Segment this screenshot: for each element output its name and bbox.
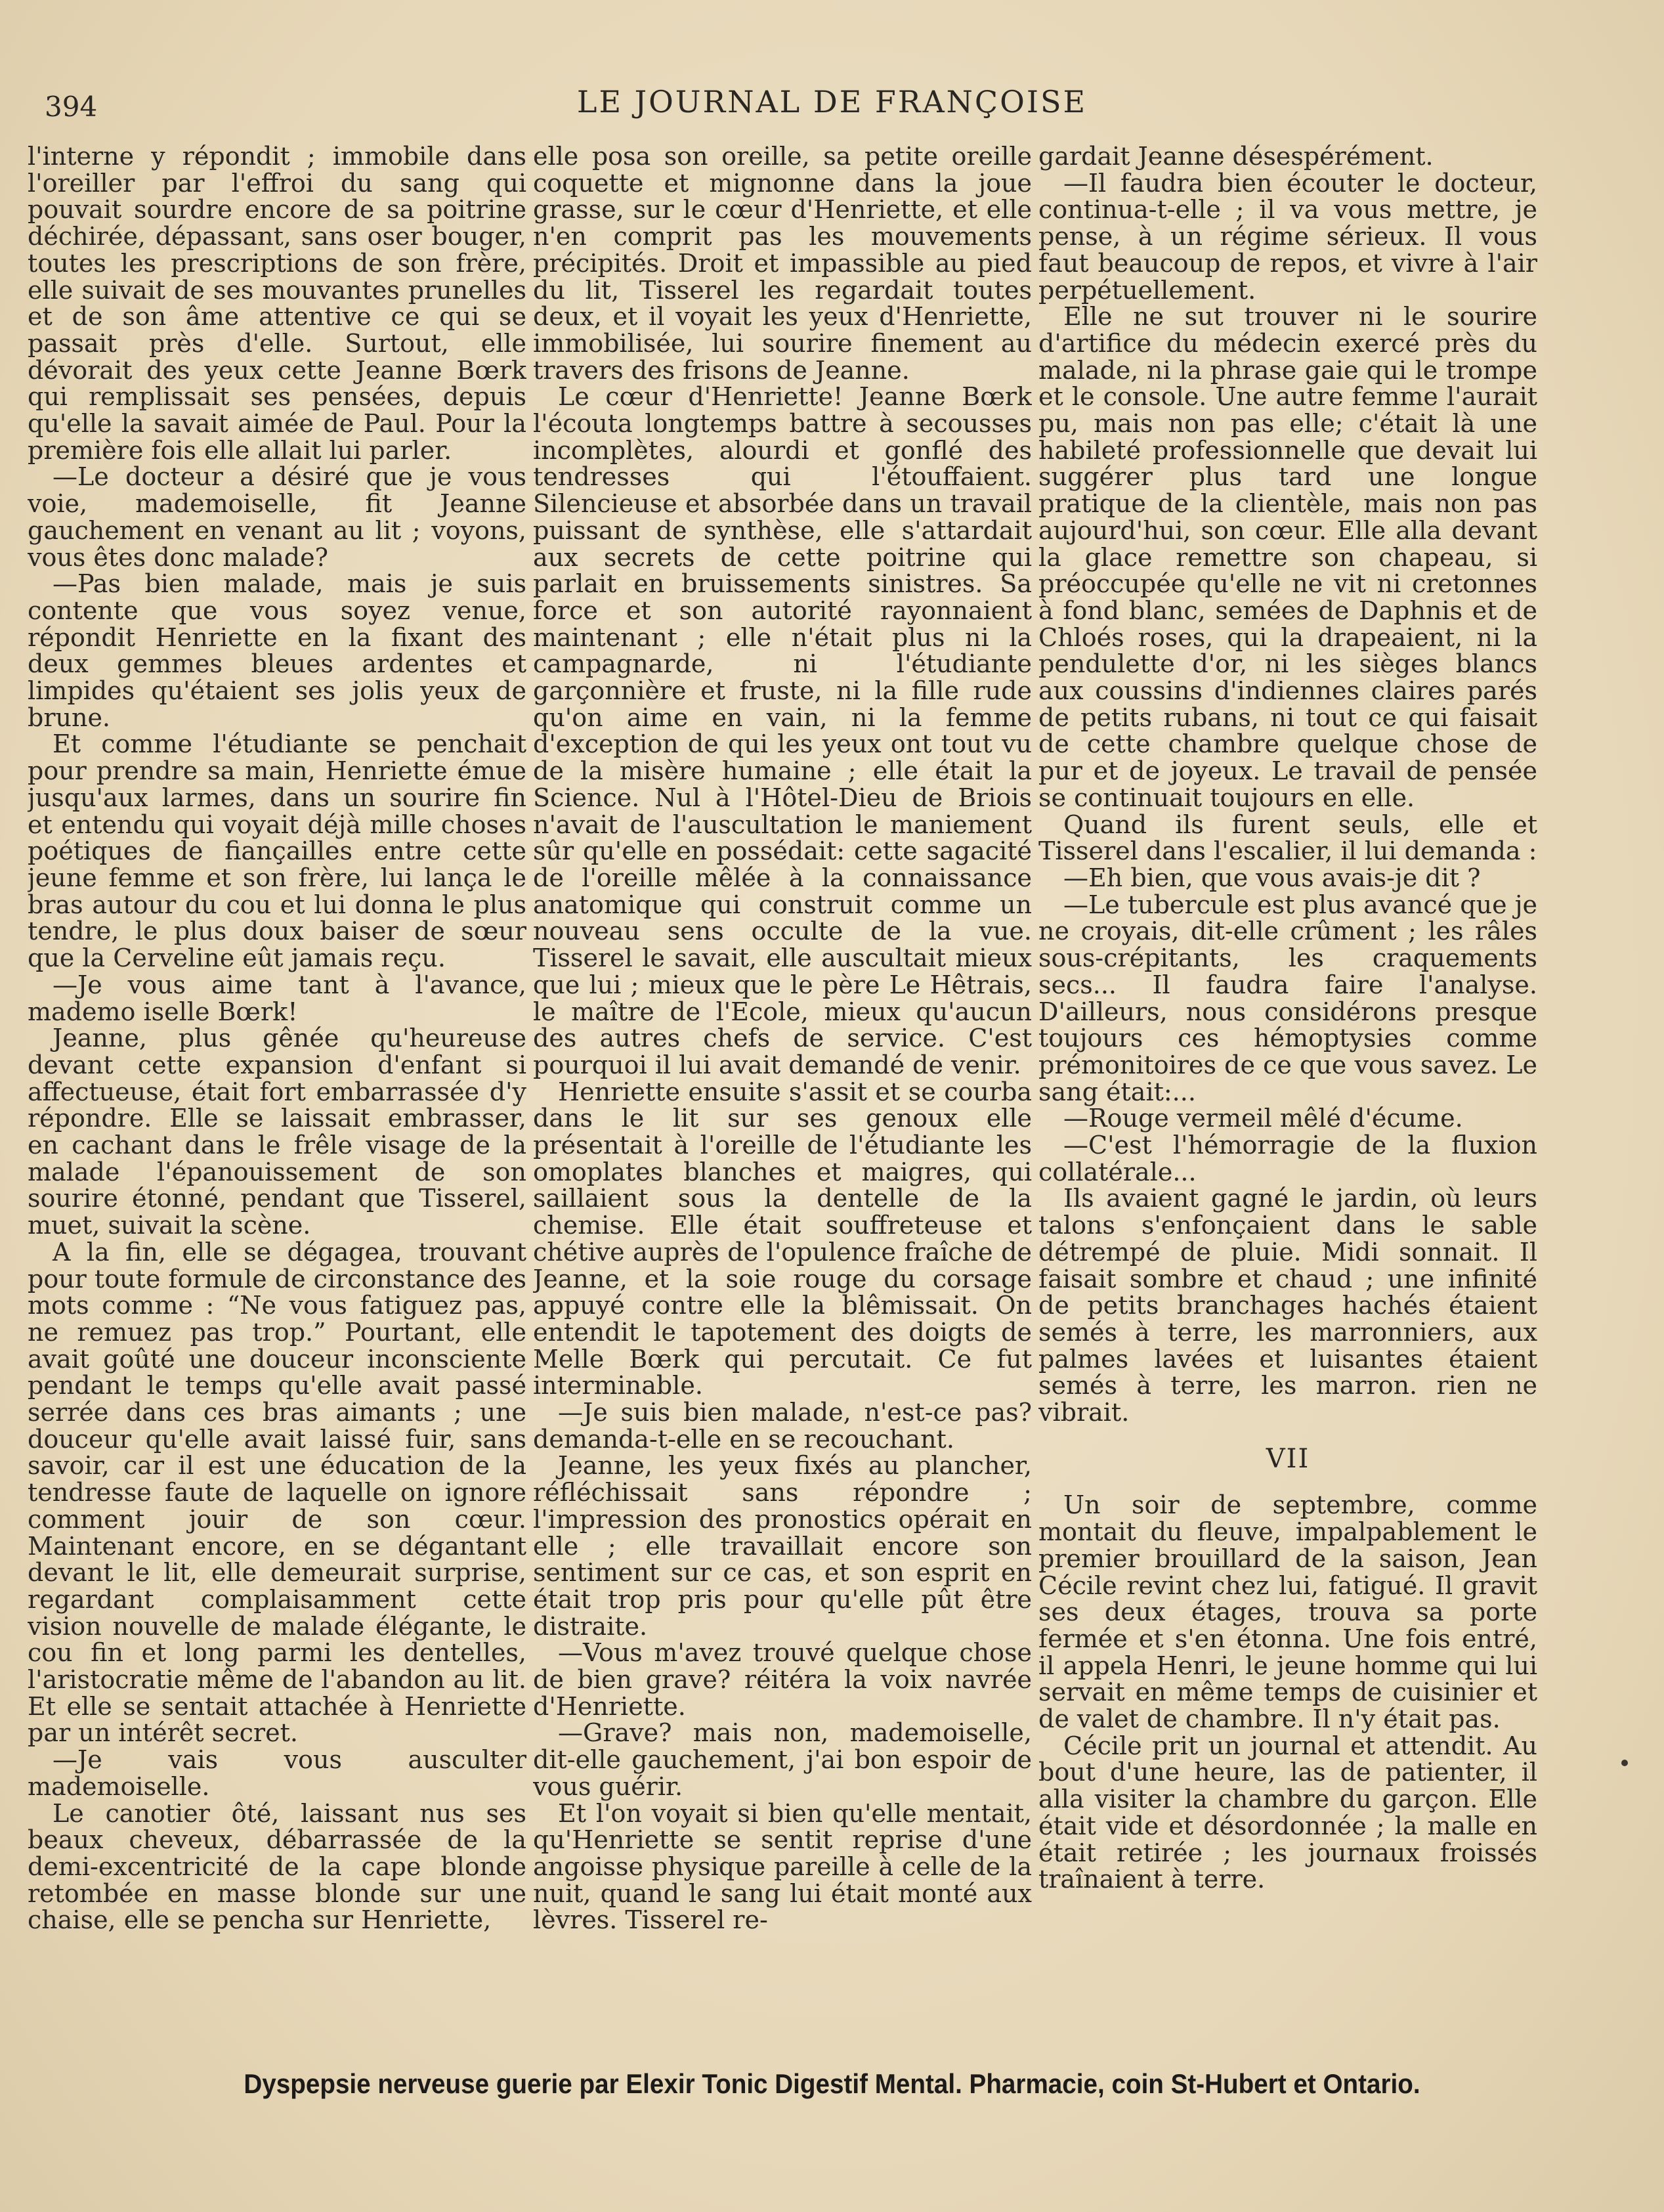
paragraph: —Grave? mais non, mademoiselle, dit-elle gauchement, j'ai bon espoir de vous guérir. xyxy=(533,1718,1032,1801)
paragraph: Elle ne sut trouver ni le sourire d'artifice du médecin exercé près du malade, ni la phrase gaie qui le trompe et le console. Une autre femme l'aurait pu, mais non pas elle; c'était là une habileté professionnelle que devait lui suggérer plus tard une longue pratique de la clientèle, mais non pas aujourd'hui, son cœur. Elle alla devant la glace remettre son chapeau, si préoccupée qu'elle ne vit ni cretonnes à fond blanc, semées de Daphnis et de Chloés roses, qui la drapeaient, ni la pendulette d'or, ni les sièges blancs aux coussins d'indiennes claires parés de petits rubans, ni tout ce qui faisait de cette chambre quelque chose de pur et de joyeux. Le travail de pensée se continuait toujours en elle. xyxy=(1038,302,1537,812)
paragraph: Un soir de septembre, comme montait du fleuve, impalpablement le premier brouillard de la saison, Jean Cécile revint chez lui, fatigué. Il gravit ses deux étages, trouva sa porte fermée et s'en étonna. Une fois entré, il appela Henri, le jeune homme qui lui servait en même temps de cuisinier et de valet de chambre. Il n'y était pas. xyxy=(1038,1490,1537,1734)
paragraph: Et comme l'étudiante se penchait pour prendre sa main, Henriette émue jusqu'aux larmes, dans un sourire fin et entendu qui voyait déjà mille choses poétiques de fiançailles entre cette jeune femme et son frère, lui lança le bras autour du cou et lui donna le plus tendre, le plus doux baiser de sœur que la Cerveline eût jamais reçu. xyxy=(28,729,526,973)
paragraph: Quand ils furent seuls, elle et Tisserel dans l'escalier, il lui demanda : xyxy=(1038,810,1537,866)
paragraph: gardait Jeanne désespérément. xyxy=(1038,143,1434,171)
paragraph: —Vous m'avez trouvé quelque chose de bien grave? réitéra la voix navrée d'Henriette. xyxy=(533,1638,1032,1721)
paragraph: —Pas bien malade, mais je suis contente que vous soyez venue, répondit Henriette en la fixant des deux gemmes bleues ardentes et limpides qu'étaient ses jolis yeux de brune. xyxy=(28,569,526,732)
paragraph: Jeanne, les yeux fixés au plancher, réfléchissait sans répondre ; l'impression des pronostics opérait en elle ; elle travaillait encore son sentiment sur ce cas, et son esprit en était trop pris pour qu'elle pût être distraite. xyxy=(533,1451,1032,1641)
paragraph: —Je vais vous ausculter mademoiselle. xyxy=(28,1745,526,1801)
paragraph: —Le tubercule est plus avancé que je ne croyais, dit-elle crûment ; les râles sous-crépitants, les craquements secs... Il faudra faire l'analyse. D'ailleurs, nous considérons presque toujours ces hémoptysies comme prémonitoires de ce que vous savez. Le sang était:... xyxy=(1038,890,1537,1106)
paragraph: —Il faudra bien écouter le docteur, continua-t-elle ; il va vous mettre, je pense, à un régime sérieux. Il vous faut beaucoup de repos, et vivre à l'air perpétuellement. xyxy=(1038,168,1537,305)
paragraph: —Rouge vermeil mêlé d'écume. xyxy=(1063,1104,1463,1133)
paragraph: Jeanne, plus gênée qu'heureuse devant cette expansion d'enfant si affectueuse, était fort embarrassée d'y répondre. Elle se laissait embrasser, en cachant dans le frêle visage de la malade l'épanouissement de son sourire étonné, pendant que Tisserel, muet, suivait la scène. xyxy=(28,1024,526,1240)
paragraph: A la fin, elle se dégagea, trouvant pour toute formule de circonstance des mots comme : “Ne vous fatiguez pas, ne remuez pas trop.” Pourtant, elle avait goûté une douceur inconsciente pendant le temps qu'elle avait passé serrée dans ces bras aimants ; une douceur qu'elle avait laissé fuir, sans savoir, car il est une éducation de la tendresse faute de laquelle on ignore comment jouir de son cœur. Maintenant encore, en se dégantant devant le lit, elle demeurait surprise, regardant complaisamment cette vision nouvelle de malade élégante, le cou fin et long parmi les dentelles, l'aristocratie même de l'abandon au lit. Et elle se sentait attachée à Henriette par un intérêt secret. xyxy=(28,1237,526,1748)
paragraph: —Eh bien, que vous avais-je dit ? xyxy=(1063,863,1481,892)
paragraph: Ils avaient gagné le jardin, où leurs talons s'enfonçaient dans le sable détrempé de pluie. Midi sonnait. Il faisait sombre et chaud ; une infinité de petits branchages hachés étaient semés à terre, les marronniers, aux palmes lavées et luisantes étaient semés à terre, les marron. rien ne vibrait. xyxy=(1038,1184,1537,1427)
paragraph: Le cœur d'Henriette! Jeanne Bœrk l'écouta longtemps battre à secousses incomplètes, alourdi et gonflé des tendresses qui l'étouffaient. Silencieuse et absorbée dans un travail puissant de synthèse, elle s'attardait aux secrets de cette poitrine qui parlait en bruissements sinistres. Sa force et son autorité rayonnaient maintenant ; elle n'était plus ni la campagnarde, ni l'étudiante garçonnière et fruste, ni la fille rude qu'on aime en vain, ni la femme d'exception de qui les yeux ont tout vu de la misère humaine ; elle était la Science. Nul à l'Hôtel-Dieu de Briois n'avait de l'auscultation le maniement sûr qu'elle en possédait: cette sagacité de l'oreille mêlée à la connaissance anatomique qui construit comme un nouveau sens occulte de la vue. Tisserel le savait, elle auscultait mieux que lui ; mieux que le père Le Hêtrais, le maître de l'Ecole, mieux qu'aucun des autres chefs de service. C'est pourquoi il lui avait demandé de venir. xyxy=(533,382,1032,1079)
paragraph: elle posa son oreille, sa petite oreille coquette et mignonne dans la joue grasse, sur le cœur d'Henriette, et elle n'en comprit pas les mouvements précipités. Droit et impassible au pied du lit, Tisserel les regardait toutes deux, et il voyait les yeux d'Henriette, immobilisée, lui sourire finement au travers des frisons de Jeanne. xyxy=(533,143,1032,385)
advertisement-line: Dyspepsie nerveuse guerie par Elexir Tonic Digestif Mental. Pharmacie, coin St-Hubert et Ontario. xyxy=(244,2068,1420,2099)
paragraph: Le canotier ôté, laissant nus ses beaux cheveux, débarrassée de la demi-excentricité de la cape blonde retombée en masse blonde sur une chaise, elle se pencha sur Henriette, xyxy=(28,1798,526,1935)
paragraph: l'interne y répondit ; immobile dans l'oreiller par l'effroi du sang qui pouvait sourdre encore de sa poitrine déchirée, dépassant, sans oser bouger, toutes les prescriptions de son frère, elle suivait de ses mouvantes prunelles et de son âme attentive ce qui se passait près d'elle. Surtout, elle dévorait des yeux cette Jeanne Bœrk qui remplissait ses pensées, depuis qu'elle la savait aimée de Paul. Pour la première fois elle allait lui parler. xyxy=(28,143,526,465)
column-3 xyxy=(1038,143,1537,2047)
paragraph: Et l'on voyait si bien qu'elle mentait, qu'Henriette se sentit reprise d'une angoisse physique pareille à celle de la nuit, quand le sang lui était monté aux lèvres. Tisserel re- xyxy=(533,1798,1032,1935)
column-2 xyxy=(533,143,1032,2047)
paragraph: —Je suis bien malade, n'est-ce pas? demanda-t-elle en se recouchant. xyxy=(533,1398,1032,1454)
column-1 xyxy=(28,143,526,2047)
margin-speck xyxy=(1621,1760,1628,1766)
paragraph: —Je vous aime tant à l'avance, mademo iselle Bœrk! xyxy=(28,970,526,1026)
paragraph: —Le docteur a désiré que je vous voie, mademoiselle, fit Jeanne gauchement en venant au lit ; voyons, vous êtes donc malade? xyxy=(28,462,526,572)
paragraph: —C'est l'hémorragie de la fluxion collatérale... xyxy=(1038,1131,1537,1186)
running-head: LE JOURNAL DE FRANÇOISE xyxy=(576,84,1088,119)
paragraph: Henriette ensuite s'assit et se courba dans le lit sur ses genoux elle présentait à l'oreille de l'étudiante les omoplates blanches et maigres, qui saillaient sous la dentelle de la chemise. Elle était souffreteuse et chétive auprès de l'opulence fraîche de Jeanne, et la soie rouge du corsage appuyé contre elle la blêmissait. On entendit le tapotement des doigts de Melle Bœrk qui percutait. Ce fut interminable. xyxy=(533,1077,1032,1400)
paragraph: Cécile prit un journal et attendit. Au bout d'une heure, las de patienter, il alla visiter la chambre du garçon. Elle était vide et désordonnée ; la malle en était retirée ; les journaux froissés traînaient à terre. xyxy=(1038,1731,1537,1894)
page-number: 394 xyxy=(45,91,98,123)
chapter-heading: VII xyxy=(1266,1443,1310,1474)
